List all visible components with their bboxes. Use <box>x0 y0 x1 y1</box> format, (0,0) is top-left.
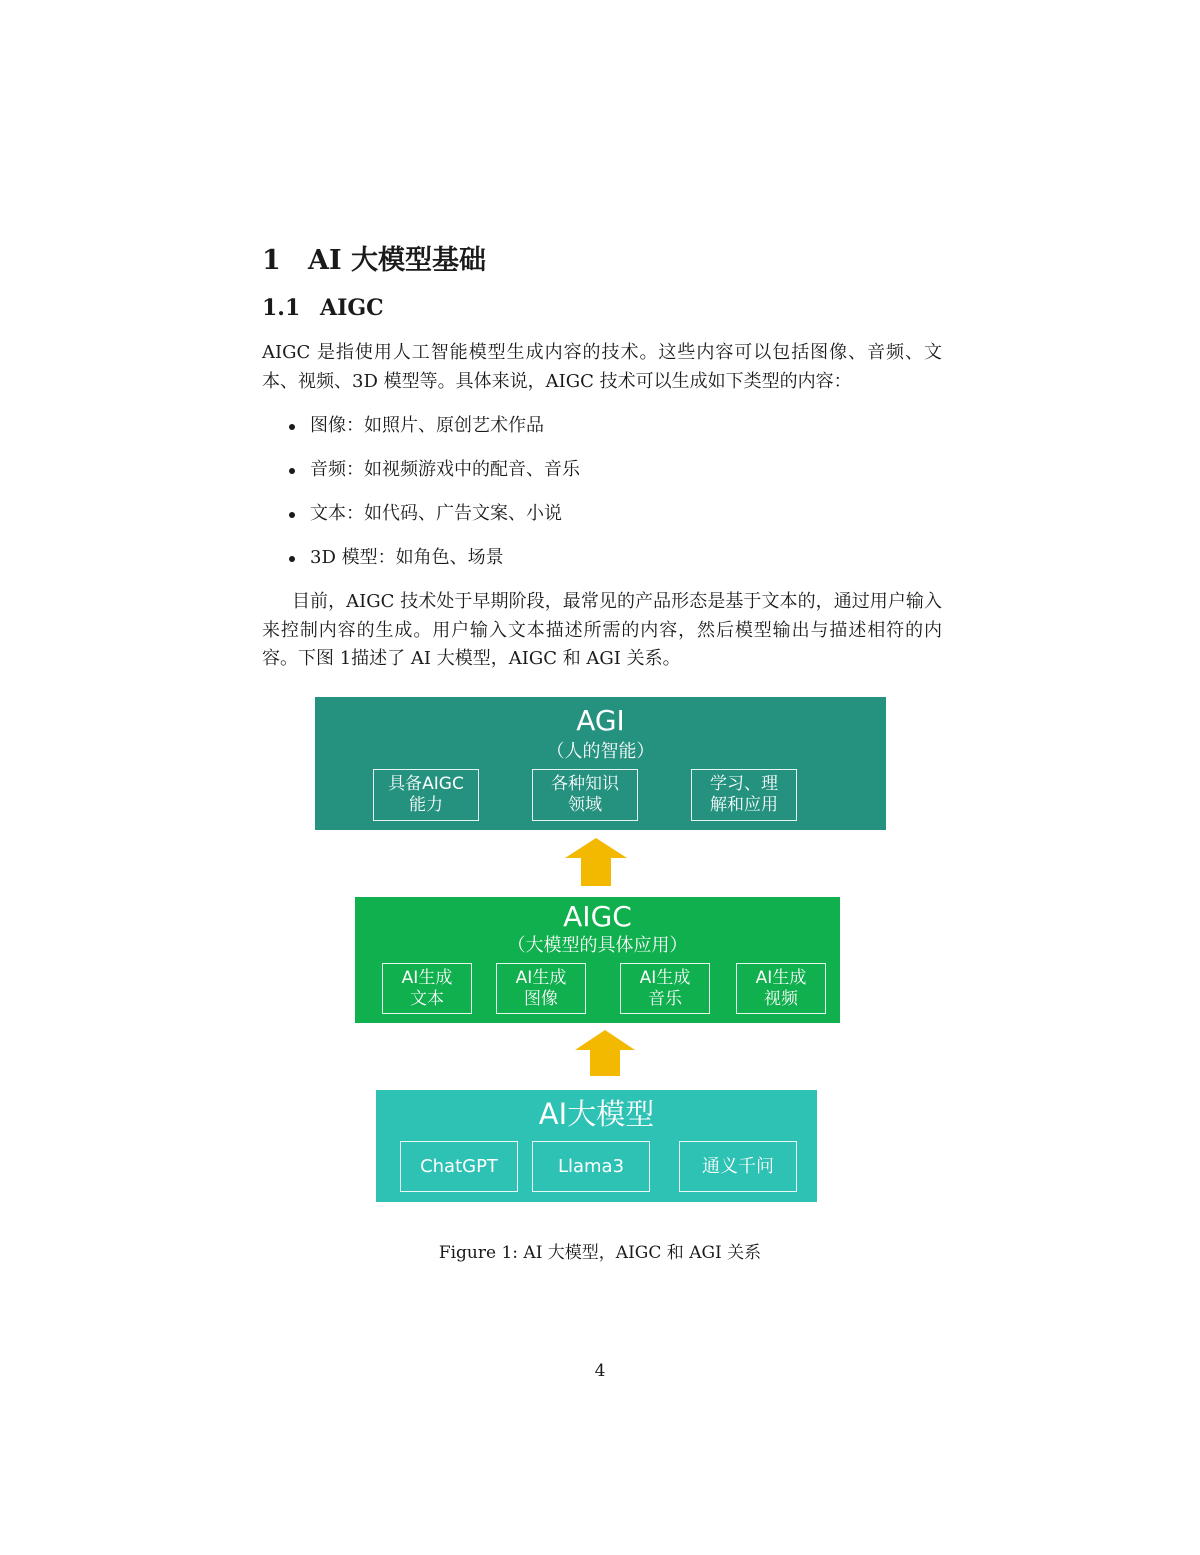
llm-box-label: ChatGPT <box>420 1156 498 1177</box>
subsection-number: 1.1 <box>262 295 301 321</box>
description-paragraph: 目前，AIGC 技术处于早期阶段，最常见的产品形态是基于文本的，通过用户输入来控制内容的生成。用户输入文本描述所需的内容，然后模型输出与描述相符的内容。下图 1描述了 AI 大模型，AIGC 和 AGI 关系。 <box>262 591 942 669</box>
section-title: AI 大模型基础 <box>308 245 486 276</box>
aigc-box-video <box>736 963 826 1014</box>
aigc-box-label: AI生成 音乐 <box>639 967 691 1009</box>
agi-box-aigc-capability <box>373 769 479 821</box>
arrow-up-icon <box>565 838 627 886</box>
agi-title: AGI <box>576 704 625 737</box>
agi-box-label: 各种知识 领域 <box>551 774 619 815</box>
llm-box-label: 通义千问 <box>702 1156 774 1177</box>
aigc-title: AIGC <box>563 900 632 933</box>
aigc-box-text <box>382 963 472 1014</box>
llm-box-chatgpt <box>400 1141 518 1192</box>
subsection-title: AIGC <box>320 295 384 321</box>
arrow-up-icon <box>575 1030 635 1076</box>
agi-box-learn-apply <box>691 769 797 821</box>
aigc-layer <box>355 897 840 1023</box>
aigc-box-label: AI生成 视频 <box>755 967 807 1009</box>
list-item: 音频：如视频游戏中的配音、音乐 <box>286 454 580 498</box>
list-item: 图像：如照片、原创艺术作品 <box>286 410 580 454</box>
aigc-box-label: AI生成 文本 <box>401 967 453 1009</box>
figure-caption: Figure 1: AI 大模型，AIGC 和 AGI 关系 <box>438 1243 762 1263</box>
intro-paragraph: AIGC 是指使用人工智能模型生成内容的技术。这些内容可以包括图像、音频、文本、视频、3D 模型等。具体来说，AIGC 技术可以生成如下类型的内容： <box>262 342 942 392</box>
aigc-subtitle: （大模型的具体应用） <box>507 935 688 956</box>
aigc-box-image <box>496 963 586 1014</box>
agi-subtitle: （人的智能） <box>546 741 655 762</box>
agi-layer <box>315 697 886 830</box>
section-number: 1 <box>262 245 281 276</box>
llm-title: AI大模型 <box>538 1097 655 1131</box>
llm-layer <box>376 1090 817 1202</box>
agi-box-label: 具备AIGC 能力 <box>388 774 464 815</box>
agi-box-label: 学习、理 解和应用 <box>710 774 778 815</box>
llm-box-qwen <box>679 1141 797 1192</box>
agi-box-knowledge-domains <box>532 769 638 821</box>
llm-box-label: Llama3 <box>557 1156 625 1177</box>
llm-box-llama3 <box>532 1141 650 1192</box>
list-item: 3D 模型：如角色、场景 <box>286 542 580 586</box>
aigc-box-music <box>620 963 710 1014</box>
page-number: 4 <box>594 1361 606 1381</box>
list-item: 文本：如代码、广告文案、小说 <box>286 498 580 542</box>
aigc-box-label: AI生成 图像 <box>515 967 567 1009</box>
